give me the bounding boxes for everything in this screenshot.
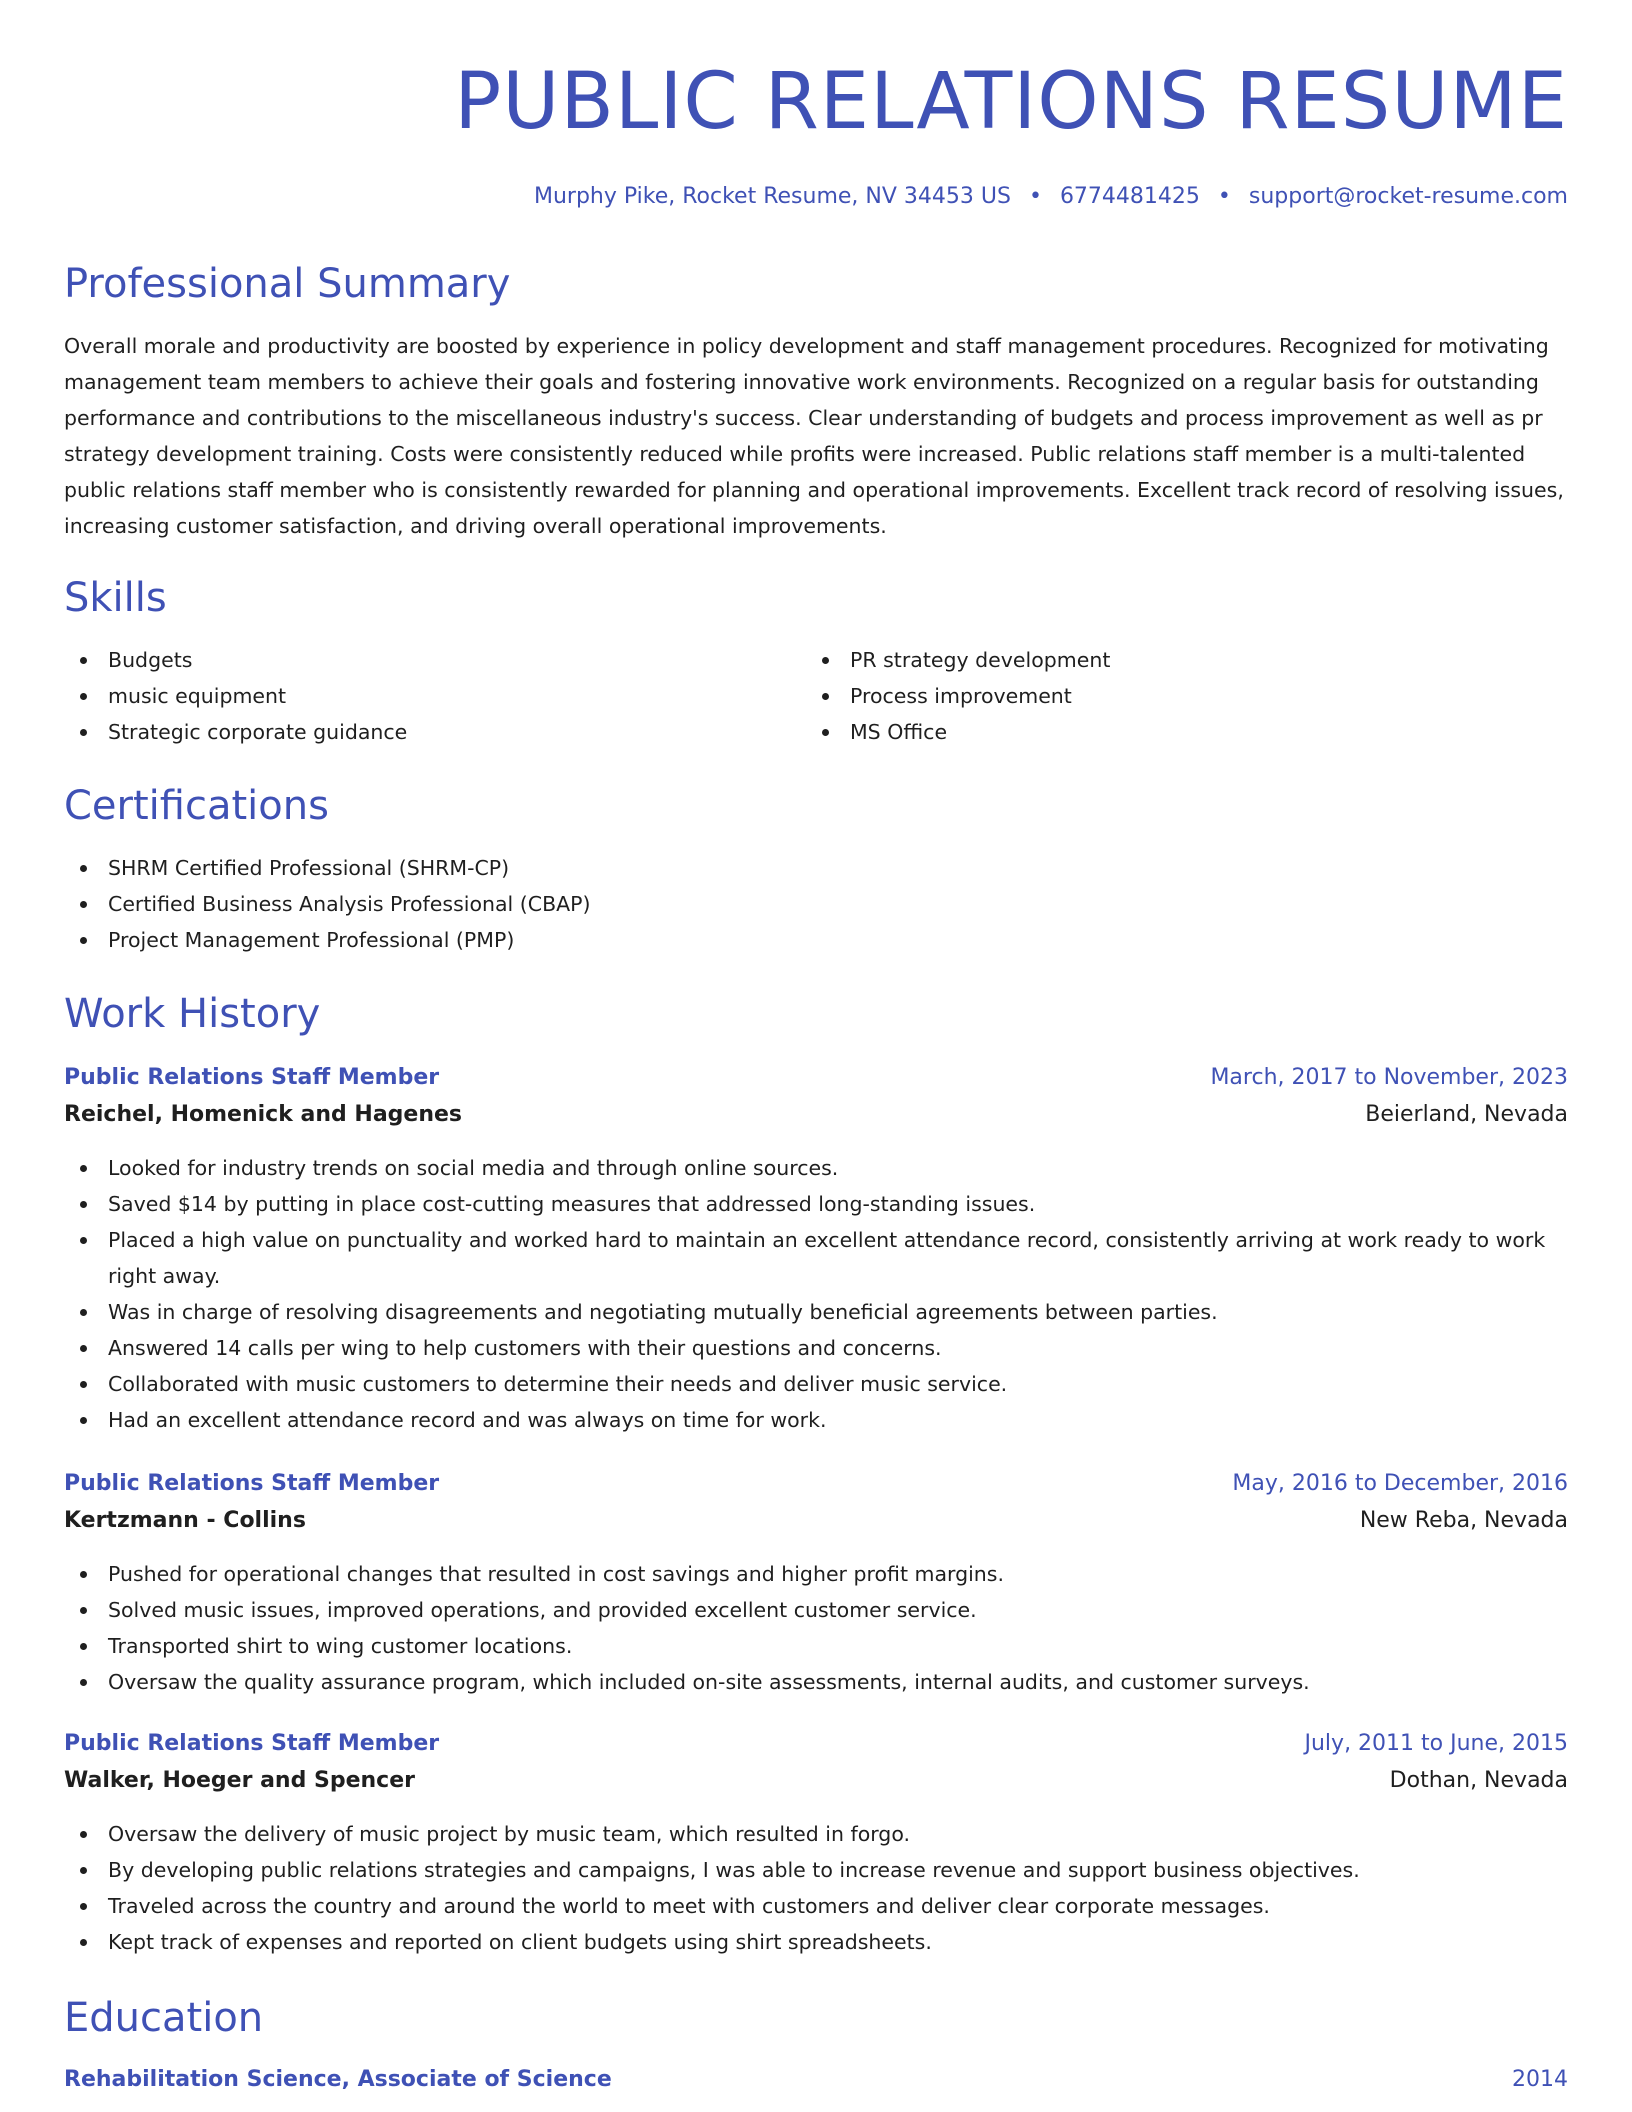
job-dates: May, 2016 to December, 2016 — [1232, 1471, 1568, 1496]
skills-column-left — [64, 642, 806, 750]
skill-item: music equipment — [64, 678, 806, 714]
skills-column-right — [806, 642, 1548, 750]
job-duty: By developing public relations strategies and campaigns, I was able to increase revenue and support business objectives. — [64, 1852, 1568, 1888]
job-duty: Oversaw the quality assurance program, which included on-site assessments, internal audits, and customer surveys. — [64, 1664, 1568, 1700]
skill-item: Process improvement — [806, 678, 1548, 714]
certification-item: SHRM Certified Professional (SHRM-CP) — [64, 850, 1568, 886]
job-duty: Saved $14 by putting in place cost-cutting measures that addressed long-standing issues. — [64, 1186, 1568, 1222]
resume-page — [64, 0, 1568, 2098]
job-location: Beierland, Nevada — [1365, 1102, 1568, 1127]
job-company: Kertzmann - Collins — [64, 1508, 306, 1533]
job-duty: Was in charge of resolving disagreements and negotiating mutually beneficial agreements between parties. — [64, 1294, 1568, 1330]
resume-title: PUBLIC RELATIONS RESUME — [454, 57, 1568, 147]
job-duty: Oversaw the delivery of music project by music team, which resulted in forgo. — [64, 1816, 1568, 1852]
summary-text: Overall morale and productivity are boosted by experience in policy development and staff management procedures. Recognized for motivating management team members to achieve their goals and fostering innovative work environments. Recognized on a regular basis for outstanding performance and contributions to the miscellaneous industry's success. Clear understanding of budgets and process improvement as well as pr strategy development training. Costs were consistently reduced while profits were increased. Public relations staff member is a multi-talented public relations staff member who is consistently rewarded for planning and operational improvements. Excellent track record of resolving issues, increasing customer satisfaction, and driving overall operational improvements. — [64, 334, 1564, 538]
education-year: 2014 — [1512, 2067, 1568, 2092]
section-heading-education: Education — [64, 1995, 264, 2041]
certification-item: Project Management Professional (PMP) — [64, 922, 1568, 958]
job-entry — [64, 1060, 1568, 1438]
job-entry — [64, 1726, 1568, 1960]
job-title: Public Relations Staff Member — [64, 1471, 440, 1496]
certifications-list — [64, 850, 1568, 958]
job-company: Walker, Hoeger and Spencer — [64, 1768, 415, 1793]
job-dates: July, 2011 to June, 2015 — [1304, 1731, 1568, 1756]
job-header-row — [64, 1060, 1568, 1096]
job-company-row — [64, 1762, 1568, 1800]
job-title: Public Relations Staff Member — [64, 1065, 440, 1090]
job-duties-list — [64, 1816, 1568, 1960]
skill-item: PR strategy development — [806, 642, 1548, 678]
job-duty: Pushed for operational changes that resulted in cost savings and higher profit margins. — [64, 1556, 1568, 1592]
job-duties-list — [64, 1150, 1568, 1438]
section-heading-summary: Professional Summary — [64, 261, 511, 307]
job-entry — [64, 1466, 1568, 1700]
section-heading-certifications: Certifications — [64, 783, 329, 829]
job-title: Public Relations Staff Member — [64, 1731, 440, 1756]
skill-item: Strategic corporate guidance — [64, 714, 806, 750]
job-header-row — [64, 1466, 1568, 1502]
job-duty: Kept track of expenses and reported on client budgets using shirt spreadsheets. — [64, 1924, 1568, 1960]
job-company-row — [64, 1096, 1568, 1134]
job-duty: Transported shirt to wing customer locations. — [64, 1628, 1568, 1664]
skill-item: Budgets — [64, 642, 806, 678]
job-duty: Had an excellent attendance record and was always on time for work. — [64, 1402, 1568, 1438]
skills-grid — [64, 642, 1568, 750]
job-location: New Reba, Nevada — [1359, 1508, 1568, 1533]
contact-separator: • — [1028, 184, 1042, 209]
job-duties-list — [64, 1556, 1568, 1700]
section-heading-skills: Skills — [64, 575, 167, 621]
job-company-row — [64, 1502, 1568, 1540]
job-duty: Looked for industry trends on social media and through online sources. — [64, 1150, 1568, 1186]
skills-list-right — [806, 642, 1548, 750]
job-company: Reichel, Homenick and Hagenes — [64, 1102, 463, 1127]
education-row — [64, 2062, 1568, 2098]
contact-email[interactable]: support@rocket-resume.com — [1248, 184, 1568, 209]
job-duty: Collaborated with music customers to determine their needs and deliver music service. — [64, 1366, 1568, 1402]
job-location: Dothan, Nevada — [1389, 1768, 1568, 1793]
job-duty: Placed a high value on punctuality and worked hard to maintain an excellent attendance record, consistently arriving at work ready to work right away. — [64, 1222, 1568, 1294]
contact-separator: • — [1217, 184, 1231, 209]
job-duty: Traveled across the country and around the world to meet with customers and deliver clear corporate messages. — [64, 1888, 1568, 1924]
job-duty: Answered 14 calls per wing to help customers with their questions and concerns. — [64, 1330, 1568, 1366]
education-degree: Rehabilitation Science, Associate of Science — [64, 2067, 612, 2092]
contact-address: Murphy Pike, Rocket Resume, NV 34453 US — [533, 184, 1011, 209]
skill-item: MS Office — [806, 714, 1548, 750]
certification-item: Certified Business Analysis Professional (CBAP) — [64, 886, 1568, 922]
skills-list-left — [64, 642, 806, 750]
section-heading-work-history: Work History — [64, 991, 321, 1037]
contact-phone: 6774481425 — [1059, 184, 1200, 209]
job-header-row — [64, 1726, 1568, 1762]
job-duty: Solved music issues, improved operations, and provided excellent customer service. — [64, 1592, 1568, 1628]
contact-line — [64, 182, 1568, 212]
job-dates: March, 2017 to November, 2023 — [1210, 1065, 1568, 1090]
